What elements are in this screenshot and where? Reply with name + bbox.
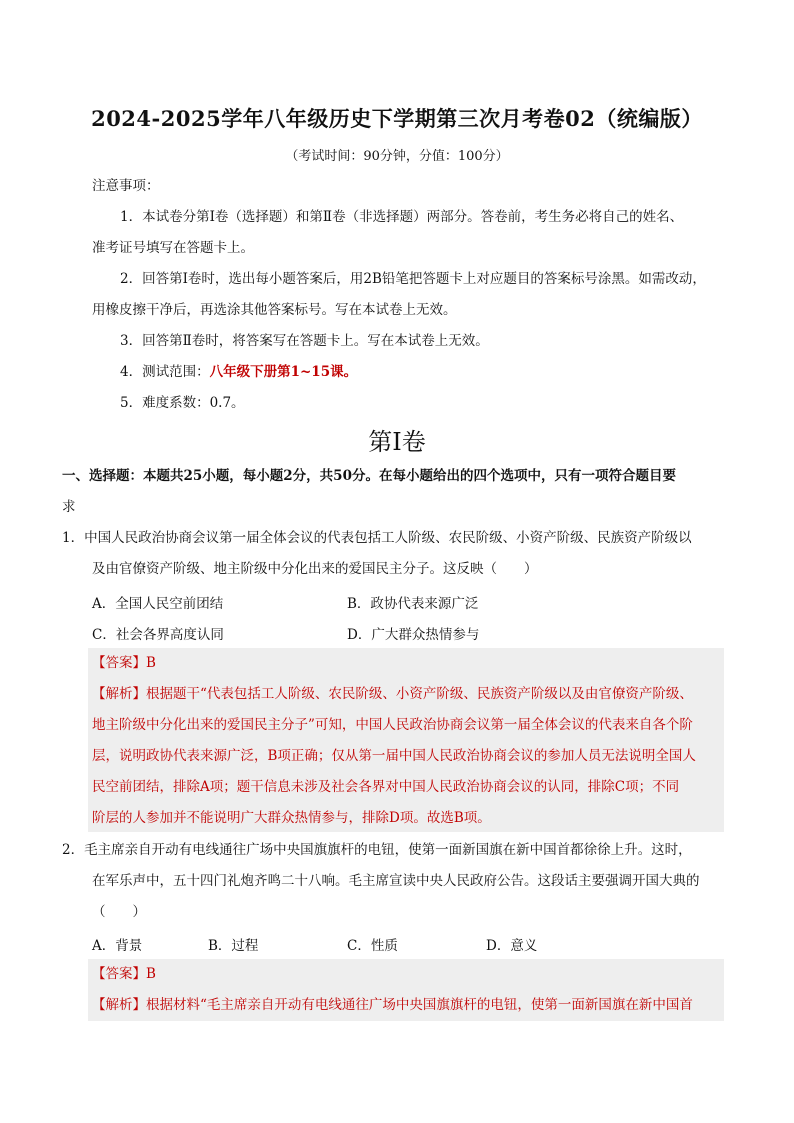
q1-analysis-line-1: 【解析】根据题干“代表包括工人阶级、农民阶级、小资产阶级、民族资产阶级以及由官僚资产阶级、	[92, 686, 693, 702]
q1-analysis-line-2: 地主阶级中分化出来的爱国民主分子”可知，中国人民政治协商会议第一届全体会议的代表来自各个阶	[92, 717, 693, 733]
q2-stem-line-2: 在军乐声中，五十四门礼炮齐鸣二十八响。毛主席宣读中央人民政府公告。这段话主要强调开国大典的	[92, 873, 700, 889]
note-2-line-2: 用橡皮擦干净后，再选涂其他答案标号。写在本试卷上无效。	[92, 302, 457, 318]
note-3: 3．回答第Ⅱ卷时，将答案写在答题卡上。写在本试卷上无效。	[120, 333, 489, 349]
q2-stem-line-1: 2．毛主席亲自开动有电线通往广场中央国旗旗杆的电钮，使第一面新国旗在新中国首都徐徐上升。这时，	[62, 842, 692, 858]
volume-title: 第Ⅰ卷	[368, 428, 426, 456]
q1-analysis-line-4: 民空前团结，排除A项；题干信息未涉及社会各界对中国人民政治协商会议的认同，排除C项；不同	[92, 779, 680, 795]
note-5: 5．难度系数：0.7。	[120, 395, 245, 411]
q1-option-b: B．政协代表来源广泛	[347, 596, 479, 612]
q1-option-a: A．全国人民空前团结	[92, 596, 224, 612]
note-1-line-1: 1．本试卷分第Ⅰ卷（选择题）和第Ⅱ卷（非选择题）两部分。答卷前，考生务必将自己的姓名、	[120, 209, 684, 225]
q1-analysis-line-5: 阶层的人参加并不能说明广大群众热情参与，排除D项。故选B项。	[92, 810, 491, 826]
q2-stem-line-3: （ ）	[92, 904, 146, 920]
note-2-line-1: 2．回答第Ⅰ卷时，选出每小题答案后，用2B铅笔把答题卡上对应题目的答案标号涂黑。如需改动，	[120, 271, 706, 287]
note-4	[120, 362, 357, 382]
q2-option-c: C．性质	[347, 938, 398, 954]
q1-analysis-line-3: 层，说明政协代表来源广泛，B项正确；仅从第一届中国人民政治协商会议的参加人员无法说明全国人	[92, 748, 696, 764]
q1-option-c: C．社会各界高度认同	[92, 627, 224, 643]
page-title: 2024-2025学年八年级历史下学期第三次月考卷02（统编版）	[91, 106, 703, 131]
q2-option-d: D．意义	[486, 938, 538, 954]
q2-analysis-line-1: 【解析】根据材料“毛主席亲自开动有电线通往广场中央国旗旗杆的电钮，使第一面新国旗在新中国首	[92, 997, 693, 1013]
q1-answer-box	[88, 648, 724, 832]
q1-answer: 【答案】B	[92, 655, 156, 671]
section-1-line-1: 一、选择题：本题共25小题，每小题2分，共50分。在每小题给出的四个选项中，只有一项符合题目要	[62, 468, 676, 484]
note-4-prefix: 4．测试范围：	[120, 364, 210, 380]
q2-answer: 【答案】B	[92, 966, 156, 982]
q1-stem-line-1: 1．中国人民政治协商会议第一届全体会议的代表包括工人阶级、农民阶级、小资产阶级、民族资产阶级以	[62, 530, 692, 546]
q1-option-d: D．广大群众热情参与	[347, 627, 480, 643]
note-4-range: 八年级下册第1~15课。	[209, 364, 358, 380]
section-1-line-2: 求	[62, 499, 76, 515]
exam-info: （考试时间：90分钟，分值：100分）	[285, 149, 509, 164]
note-1-line-2: 准考证号填写在答题卡上。	[92, 240, 254, 256]
notes-heading: 注意事项：	[92, 178, 160, 194]
q2-option-b: B．过程	[208, 938, 259, 954]
q1-stem-line-2: 及由官僚资产阶级、地主阶级中分化出来的爱国民主分子。这反映（ ）	[92, 561, 538, 577]
q2-option-a: A．背景	[92, 938, 143, 954]
